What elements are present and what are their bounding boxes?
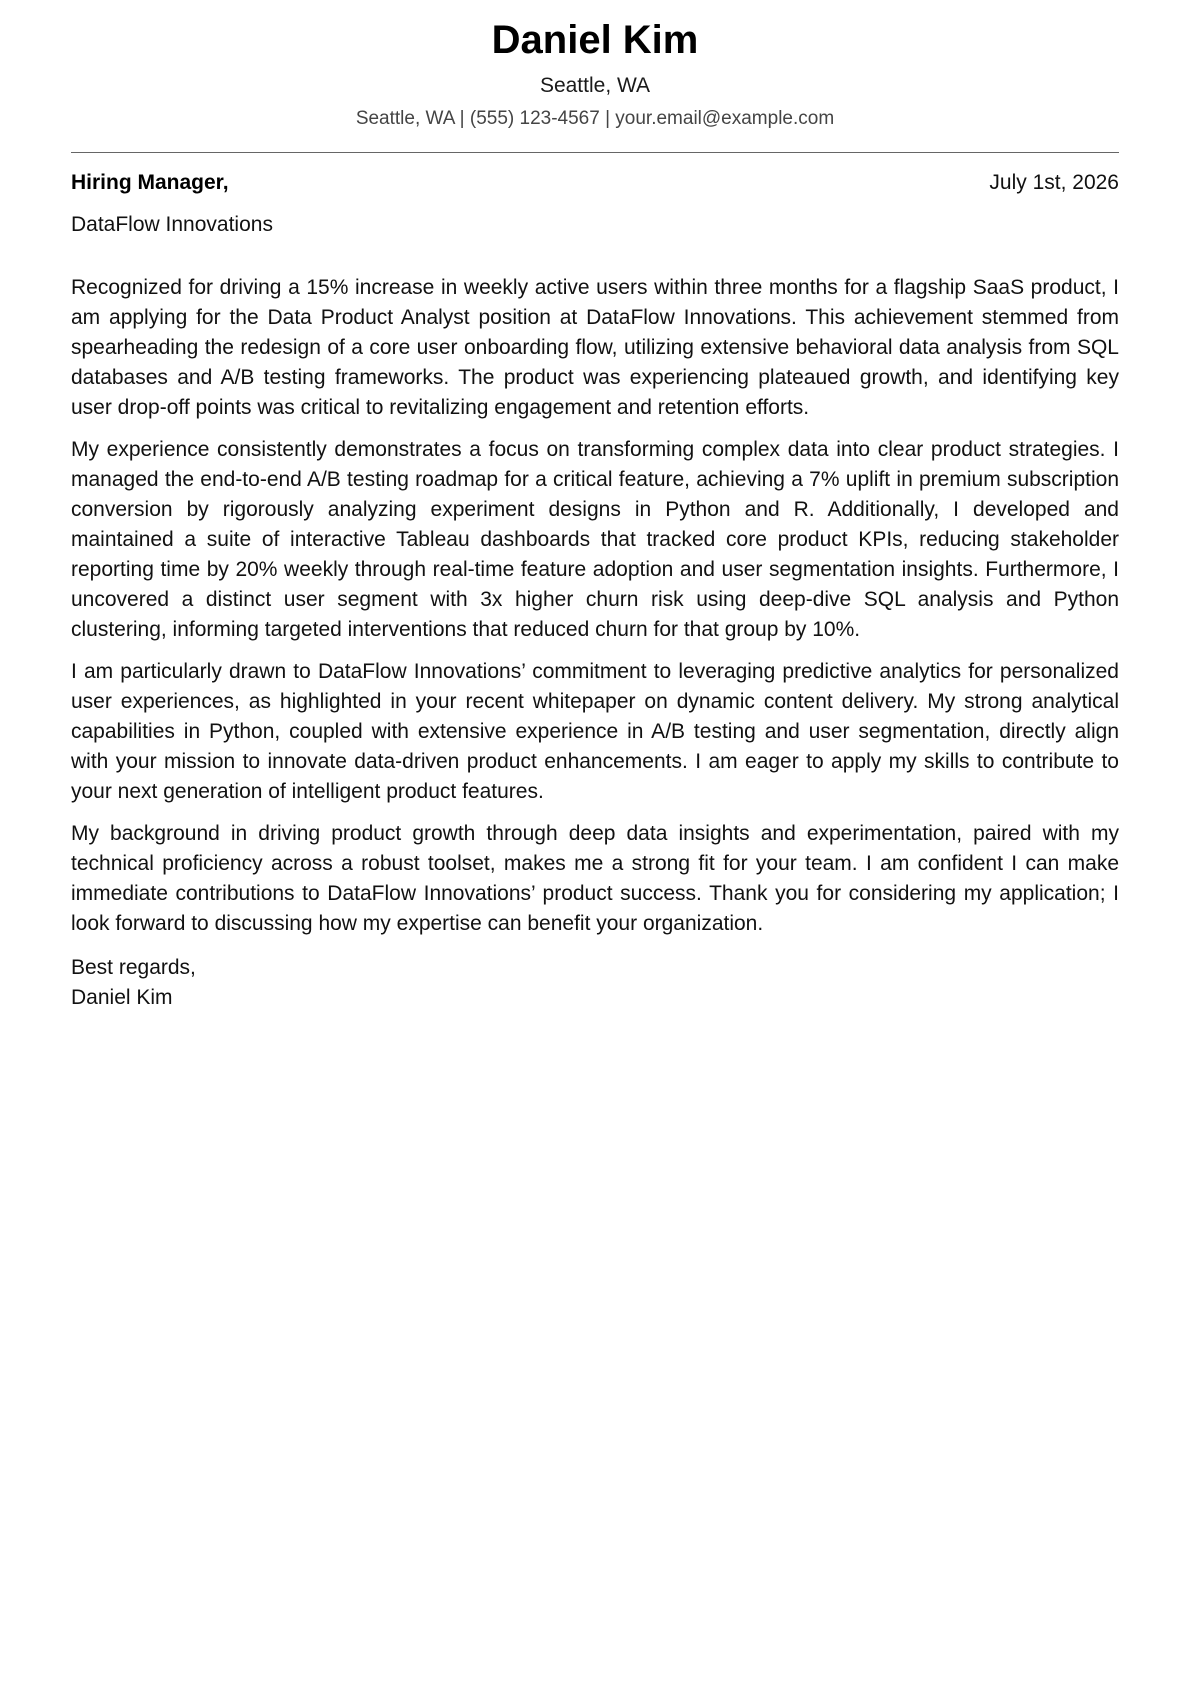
letter-body xyxy=(71,273,1119,939)
sender-contact-line: Seattle, WA | (555) 123-4567 | your.email@example.com xyxy=(355,108,835,129)
sender-location: Seattle, WA xyxy=(539,74,651,97)
body-paragraph-4: My background in driving product growth through deep data insights and experimentation, paired with my technical proficiency across a robust toolset, makes me a strong fit for your team. I am confident I can make immediate contributions to DataFlow Innovations’ product success. Thank you for considering my application; I look forward to discussing how my expertise can benefit your organization. xyxy=(71,822,1119,935)
sender-name: Daniel Kim xyxy=(491,18,699,62)
recipient-date-row xyxy=(71,169,1119,197)
recipient-greeting: Hiring Manager, xyxy=(71,171,229,194)
body-paragraph-2: My experience consistently demonstrates a focus on transforming complex data into clear product strategies. I managed the end-to-end A/B testing roadmap for a critical feature, achieving a 7% uplift in premium subscription conversion by rigorously analyzing experiment designs in Python and R. Additionally, I developed and maintained a suite of interactive Tableau dashboards that tracked core product KPIs, reducing stakeholder reporting time by 20% weekly through real-time feature adoption and user segmentation insights. Furthermore, I uncovered a distinct user segment with 3x higher churn risk using deep-dive SQL analysis and Python clustering, informing targeted interventions that reduced churn for that group by 10%. xyxy=(71,438,1119,641)
letter-closing xyxy=(71,953,1119,1013)
header-divider xyxy=(71,152,1119,153)
closing-salutation: Best regards, xyxy=(71,956,196,979)
letter-header xyxy=(71,14,1119,132)
body-paragraph-1: Recognized for driving a 15% increase in weekly active users within three months for a flagship SaaS product, I am applying for the Data Product Analyst position at DataFlow Innovations. This achievement stemmed from spearheading the redesign of a core user onboarding flow, utilizing extensive behavioral data analysis from SQL databases and A/B testing frameworks. The product was experiencing plateaued growth, and identifying key user drop-off points was critical to revitalizing engagement and retention efforts. xyxy=(71,276,1119,419)
closing-signature: Daniel Kim xyxy=(71,986,173,1009)
body-paragraph-3: I am particularly drawn to DataFlow Innovations’ commitment to leveraging predictive analytics for personalized user experiences, as highlighted in your recent whitepaper on dynamic content delivery. My strong analytical capabilities in Python, coupled with extensive experience in A/B testing and user segmentation, directly align with your mission to innovate data-driven product enhancements. I am eager to apply my skills to contribute to your next generation of intelligent product features. xyxy=(71,660,1119,803)
recipient-company: DataFlow Innovations xyxy=(71,213,273,236)
letter-date: July 1st, 2026 xyxy=(989,171,1119,194)
